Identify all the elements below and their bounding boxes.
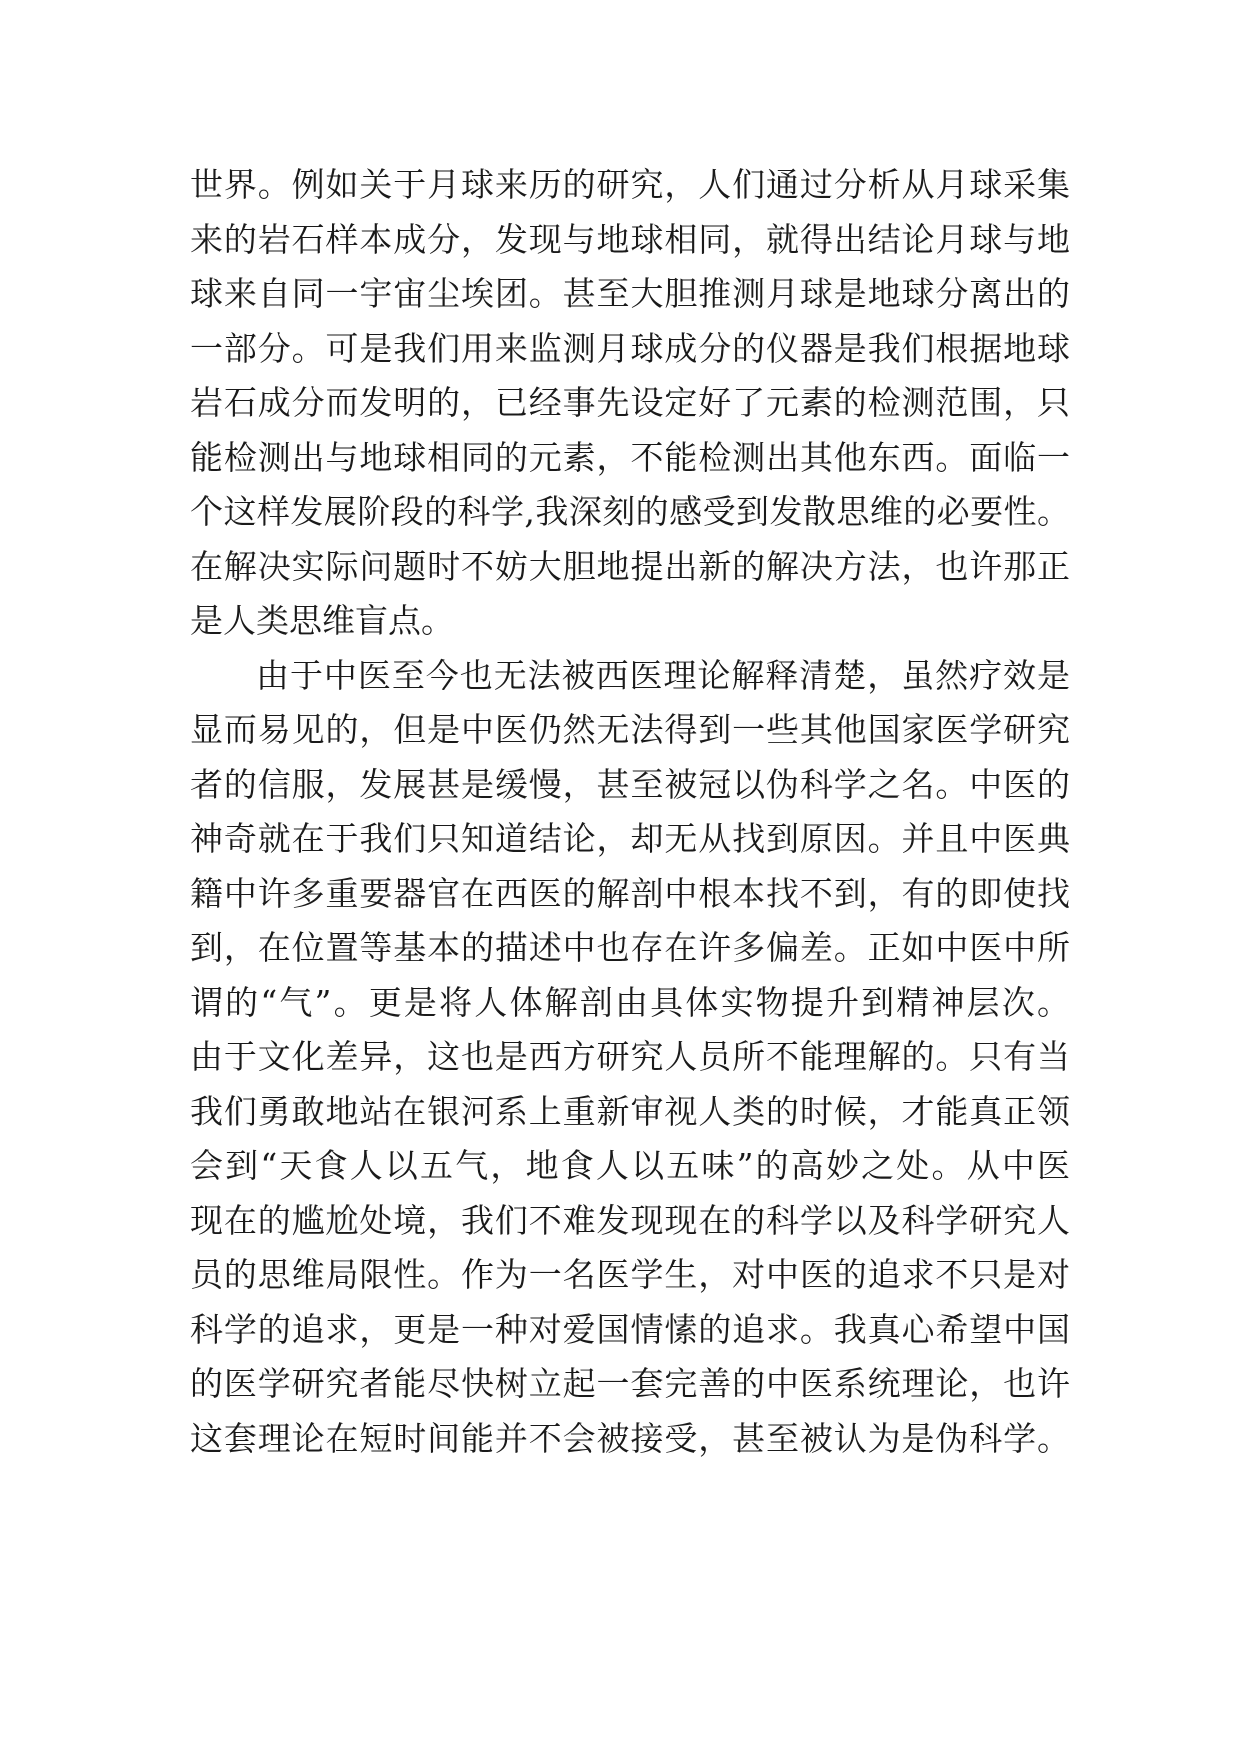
- text-line: 科学的追求，更是一种对爱国情愫的追求。我真心希望中国: [190, 1309, 1070, 1349]
- text-line: 来的岩石样本成分，发现与地球相同，就得出结论月球与地: [190, 219, 1070, 259]
- text-line: 由于文化差异，这也是西方研究人员所不能理解的。只有当: [190, 1037, 1070, 1076]
- text-line: 球来自同一宇宙尘埃团。甚至大胆推测月球是地球分离出的: [190, 274, 1070, 313]
- text-line: 在解决实际问题时不妨大胆地提出新的解决方法，也许那正: [190, 546, 1070, 586]
- text-line: 是人类思维盲点。: [190, 601, 454, 640]
- text-line: 者的信服，发展甚是缓慢，甚至被冠以伪科学之名。中医的: [190, 764, 1070, 804]
- paragraph-1: [190, 158, 1070, 649]
- text-line: 一部分。可是我们用来监测月球成分的仪器是我们根据地球: [190, 328, 1070, 368]
- text-line: 到，在位置等基本的描述中也存在许多偏差。正如中医中所: [190, 928, 1070, 967]
- text-line: 岩石成分而发明的，已经事先设定好了元素的检测范围，只: [190, 383, 1070, 422]
- text-line: 籍中许多重要器官在西医的解剖中根本找不到，有的即使找: [190, 873, 1070, 913]
- text-line: 能检测出与地球相同的元素，不能检测出其他东西。面临一: [190, 437, 1070, 477]
- body-text: [190, 158, 1070, 1466]
- text-line: 我们勇敢地站在银河系上重新审视人类的时候，才能真正领: [190, 1091, 1070, 1131]
- text-line: 由于中医至今也无法被西医理论解释清楚，虽然疗效是: [256, 655, 1070, 695]
- text-line: 员的思维局限性。作为一名医学生，对中医的追求不只是对: [190, 1255, 1070, 1294]
- text-line: 神奇就在于我们只知道结论，却无从找到原因。并且中医典: [190, 819, 1070, 858]
- text-line: 个这样发展阶段的科学,我深刻的感受到发散思维的必要性。: [190, 492, 1070, 531]
- text-line: 这套理论在短时间能并不会被接受，甚至被认为是伪科学。: [190, 1418, 1070, 1458]
- text-line: 谓的“气”。更是将人体解剖由具体实物提升到精神层次。: [190, 982, 1070, 1022]
- text-line: 世界。例如关于月球来历的研究，人们通过分析从月球采集: [190, 165, 1070, 204]
- text-line: 现在的尴尬处境，我们不难发现现在的科学以及科学研究人: [190, 1200, 1070, 1240]
- text-line: 的医学研究者能尽快树立起一套完善的中医系统理论，也许: [190, 1364, 1070, 1403]
- text-line: 会到“天食人以五气，地食人以五味”的高妙之处。从中医: [190, 1146, 1070, 1185]
- text-line: 显而易见的，但是中医仍然无法得到一些其他国家医学研究: [190, 710, 1070, 749]
- paragraph-2: [190, 649, 1070, 1467]
